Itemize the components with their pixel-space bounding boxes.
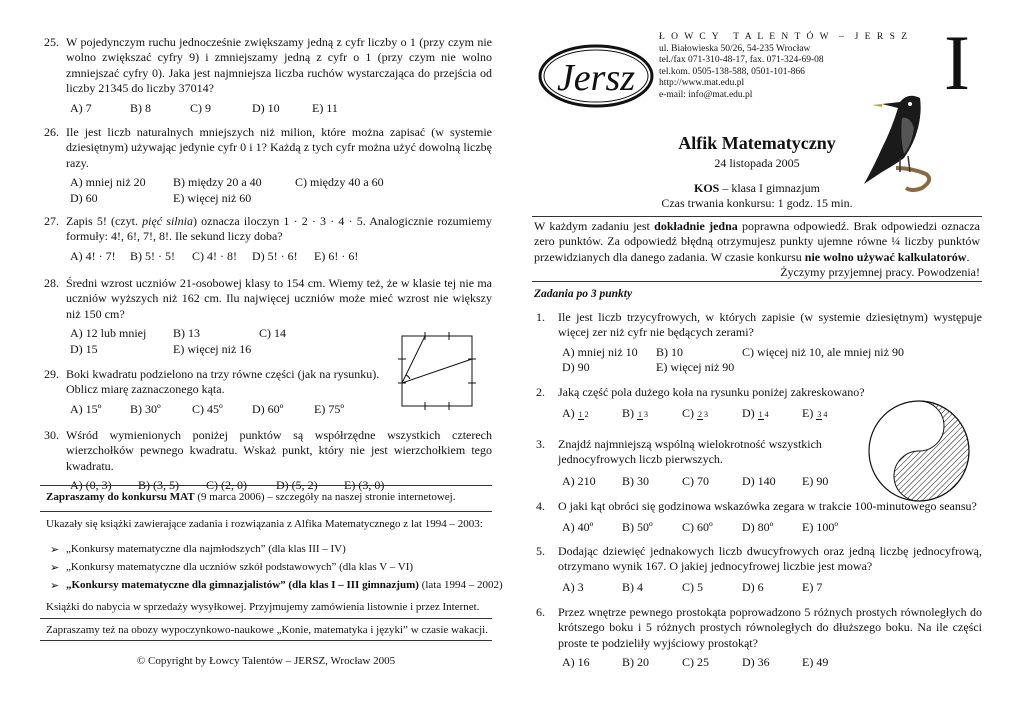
answer-c: C) 60º: [682, 520, 713, 535]
answer-letter: B): [622, 406, 634, 421]
bullet-icon: ➢: [50, 580, 60, 592]
answer-e: E) (3, 0): [344, 478, 385, 493]
mat-bold: Zapraszamy do konkursu MAT: [46, 491, 195, 503]
question-number: 2.: [536, 385, 545, 399]
answer-e: E) 6! · 6!: [314, 248, 359, 263]
class-label: – klasa I gimnazjum: [719, 181, 820, 195]
answer-b: B) 4: [622, 579, 643, 594]
text-italic: pięć silnia: [142, 214, 193, 228]
question-number: 5.: [536, 544, 545, 558]
question-text: W pojedynczym ruchu jednocześnie zwiększamy jedną z cyfr liczby o 1 (przy czym nie wolno zwiększać cyfry 9) i zmniejszamy jedną z cyfr o 1 (przy czym nie wolno zmniejszać cyfry 0). Jaka jest najmniejsza liczba ruchów wystarczająca do przejścia od liczby 21345 do liczby 37014?: [66, 35, 492, 96]
answer-a: A) 7: [70, 100, 92, 115]
answer-c: C) 45º: [192, 401, 223, 416]
phone-fax: tel./fax 071-310-48-17, fax. 071-324-69-08: [659, 55, 824, 66]
answer-e: E) więcej niż 60: [173, 190, 252, 205]
question-text: Znajdź najmniejszą wspólną wielokrotność wszystkich jednocyfrowych liczb pierwszych.: [558, 437, 822, 467]
divider: [532, 281, 982, 282]
wish-text: Życzymy przyjemnej pracy. Powodzenia!: [780, 265, 980, 279]
denominator: 2: [584, 409, 589, 419]
rules-part: poprawna odpowiedź. Brak odpowiedzi oznacza zero punktów. Za odpowiedź błędną otrzymujesz punkty ujemne równe ¼ liczby punktów przewidzianych dla danego zadania. W czasie konkursu: [534, 219, 980, 264]
answer-d: D) 80º: [742, 520, 774, 535]
class-code: KOS: [694, 181, 720, 195]
answers: [562, 474, 832, 489]
mobile: tel.kom. 0505-138-588, 0501-101-866: [659, 66, 805, 77]
contest-date: 24 listopada 2005: [714, 156, 800, 170]
answer-d: D) 15: [70, 341, 98, 356]
answer-c: C) więcej niż 10, ale mniej niż 90: [742, 344, 904, 359]
answer-c: C) (2, 0): [206, 478, 247, 493]
answer-b: [622, 406, 682, 421]
answer-d: D) 6: [742, 579, 764, 594]
answers: [70, 101, 492, 116]
answer-c: C) 14: [259, 326, 286, 341]
denominator: 3: [704, 409, 708, 419]
answer-b: B) 20: [622, 655, 649, 670]
answer-b: B) 10: [656, 344, 683, 359]
answer-c: C) 5: [682, 579, 703, 594]
question-30: [40, 428, 492, 494]
bullet-icon: ➢: [50, 544, 60, 556]
divider: [532, 216, 982, 217]
divider: [40, 618, 492, 619]
answer-b: B) 50º: [622, 520, 653, 535]
answer-letter: E): [802, 406, 814, 421]
numerator: 3: [817, 409, 822, 419]
answer-a: A) 4! · 7!: [70, 248, 116, 263]
fraction: [816, 411, 828, 419]
denominator: 4: [764, 409, 769, 419]
question-text: [66, 214, 492, 245]
level-numeral: I: [944, 19, 970, 106]
address: ul. Białowieska 50/26, 54-235 Wrocław: [659, 43, 811, 54]
answer-d: D) (5, 2): [276, 478, 318, 493]
question-27: [40, 214, 492, 264]
answer-b: B) między 20 a 40: [173, 175, 262, 190]
answer-d: D) 90: [562, 360, 590, 375]
contest-duration: Czas trwania konkursu: 1 godz. 15 min.: [661, 196, 853, 210]
square-diagram: [392, 330, 478, 414]
question-6: [532, 605, 982, 671]
jersz-logo: [536, 40, 660, 116]
answer-a: A) mniej niż 10: [562, 344, 638, 359]
copyright: © Copyright by Łowcy Talentów – JERSZ, Wrocław 2005: [136, 655, 396, 667]
contest-title: Alfik Matematyczny: [678, 133, 836, 153]
logo-text: Jersz: [556, 57, 636, 99]
answers: [70, 175, 492, 206]
question-number: 30.: [44, 428, 59, 442]
fraction: [758, 411, 770, 419]
question-26: [40, 125, 492, 206]
question-number: 1.: [536, 310, 545, 324]
numerator: 1: [578, 409, 583, 419]
book-3-title: „Konkursy matematyczne dla gimnazjalistów” (dla klas I – III gimnazjum): [66, 579, 419, 591]
books-list: [40, 543, 503, 597]
answer-d: [742, 406, 802, 421]
answers: [70, 249, 492, 264]
answer-e: E) 90: [802, 473, 829, 488]
answer-c: C) 25: [682, 655, 709, 670]
answer-b: B) 5! · 5!: [130, 248, 175, 263]
question-number: 27.: [44, 214, 59, 228]
answer-a: A) 40º: [562, 520, 594, 535]
answer-e: E) 11: [312, 100, 338, 115]
question-text: Dodając dziewięć jednakowych liczb dwucyfrowych oraz jedną liczbę jednocyfrową, otrzymano wynik 167. O jakiej jednocyfrowej liczbie jest mowa?: [558, 544, 982, 574]
org-name: Ł O W C Y T A L E N T Ó W – J E R S Z: [659, 32, 910, 42]
answer-c: C) 9: [190, 100, 211, 115]
answer-d: D) 60º: [252, 401, 284, 416]
rules-text: [534, 219, 980, 265]
answer-c: C) między 40 a 60: [295, 175, 384, 190]
rules-part: W każdym zadaniu jest: [534, 219, 655, 233]
rules-bold: nie wolno używać kalkulatorów: [804, 249, 967, 264]
answer-letter: D): [742, 406, 755, 421]
answers: [70, 402, 385, 417]
answer-a: A) mniej niż 20: [70, 175, 146, 190]
fraction: [637, 411, 649, 419]
question-3: [532, 437, 832, 489]
question-number: 26.: [44, 125, 59, 139]
answer-a: A) 16: [562, 655, 590, 670]
answer-e: E) 49: [802, 655, 829, 670]
contest-class: [632, 181, 882, 196]
mat-invitation: [46, 491, 492, 503]
question-1: [532, 310, 982, 376]
answers: [562, 580, 982, 595]
answers: [562, 655, 982, 670]
answer-d: D) 140: [742, 473, 776, 488]
answer-d: D) 10: [252, 100, 280, 115]
section-heading: Zadania po 3 punkty: [534, 288, 633, 300]
answer-c: C) 70: [682, 473, 709, 488]
circle-diagram: [866, 398, 972, 504]
answer-b: B) 30: [622, 473, 649, 488]
denominator: 3: [644, 409, 648, 419]
website: http://www.mat.edu.pl: [659, 78, 745, 89]
text-part: ) oznacza iloczyn 1 · 2 · 3 · 4 · 5. Analogicznie rozumiemy formuły: 4!, 6!, 7!, 8!. Ile sekund liczy doba?: [66, 214, 492, 244]
rules-bold: dokładnie jedna: [654, 219, 738, 233]
answer-b: B) 8: [130, 100, 151, 115]
question-text: Przez wnętrze pewnego prostokąta poprowadzono 5 różnych prostych równoległych do krótszego boku i 5 różnych prostych równoległych do dłuższego boku. Na ile części proste te podzieliły wyjściowy prostokąt?: [558, 605, 982, 650]
question-number: 6.: [536, 605, 545, 619]
answer-e: E) więcej niż 16: [173, 341, 252, 356]
question-25: [40, 35, 492, 116]
divider: [40, 511, 492, 512]
answer-c: C) 4! · 8!: [192, 248, 237, 263]
answer-a: A) 3: [562, 579, 584, 594]
divider: [40, 640, 492, 641]
divider: [40, 485, 492, 486]
text-part: Zapis 5! (czyt.: [66, 214, 143, 228]
bullet-icon: ➢: [50, 562, 60, 574]
question-4: [532, 499, 982, 536]
numerator: 1: [758, 409, 763, 419]
question-number: 28.: [44, 276, 59, 290]
question-number: 4.: [536, 499, 545, 513]
answer-a: [562, 406, 622, 421]
mat-rest: (9 marca 2006) – szczegóły na naszej stronie internetowej.: [194, 491, 456, 503]
books-sale: Książki do nabycia w sprzedaży wysyłkowej. Przyjmujemy zamówienia listownie i przez Internet.: [46, 601, 480, 613]
question-text: Wśród wymienionych poniżej punktów są współrzędne wszystkich czterech wierzchołków pewnego kwadratu. Wskaż punkt, który nie jest wierzchołkiem tego kwadratu.: [66, 428, 492, 473]
question-text: Ile jest liczb naturalnych mniejszych niż milion, które można zapisać (w systemie dziesiętnym) używając jedynie cyfr 0 i 1? Każdą z tych cyfr można użyć dowolną liczbę razy.: [66, 125, 492, 170]
fraction: [578, 411, 590, 419]
answer-e: [802, 406, 828, 421]
answer-c: [682, 406, 742, 421]
numerator: 1: [638, 409, 642, 419]
answers: [562, 520, 982, 535]
answer-letter: C): [682, 406, 694, 421]
answer-a: A) 15º: [70, 401, 102, 416]
answer-a: A) (0, 3): [70, 478, 112, 493]
answers: [562, 345, 982, 376]
book-1: „Konkursy matematyczne dla najmłodszych” (dla klas III – IV): [66, 543, 346, 555]
answer-b: B) 13: [173, 326, 200, 341]
question-text: Jaką część pola dużego koła na rysunku poniżej zakreskowano?: [558, 385, 865, 399]
answer-e: E) 75º: [314, 401, 345, 416]
answer-b: B) (3, 5): [138, 478, 179, 493]
book-3-years: (lata 1994 – 2002): [418, 579, 503, 591]
book-3: [66, 579, 503, 591]
answer-letter: A): [562, 406, 575, 421]
question-number: 3.: [536, 437, 545, 451]
question-text: Boki kwadratu podzielono na trzy równe części (jak na rysunku). Oblicz miarę zaznaczonego kąta.: [66, 367, 380, 397]
email: e-mail: info@mat.edu.pl: [659, 89, 753, 100]
answer-a: A) 210: [562, 473, 596, 488]
question-5: [532, 544, 982, 595]
question-text: O jaki kąt obróci się godzinowa wskazówka zegara w trakcie 100-minutowego seansu?: [558, 499, 977, 513]
question-29: [40, 367, 385, 417]
numerator: 2: [698, 409, 702, 419]
question-number: 25.: [44, 35, 59, 49]
answer-e: E) 100º: [802, 520, 839, 535]
camps: Zapraszamy też na obozy wypoczynkowo-naukowe „Konie, matematyka i języki” w czasie wakacji.: [46, 624, 488, 636]
question-text: Ile jest liczb trzycyfrowych, w których zapisie (w systemie dziesiętnym) występuje więcej zer niż cyfr nie będących zerami?: [558, 310, 982, 340]
books-intro: Ukazały się książki zawierające zadania i rozwiązania z Alfika Matematycznego z lat 1994 – 2003:: [46, 518, 483, 530]
question-number: 29.: [44, 367, 59, 381]
question-text: Średni wzrost uczniów 21-osobowej klasy to 154 cm. Wiemy też, że w klasie tej nie ma uczniów wyższych niż 162 cm. Ilu najwięcej uczniów może mieć wzrost nie większy niż 150 cm?: [66, 276, 492, 321]
answer-d: D) 5! · 6!: [252, 248, 298, 263]
answer-b: B) 30º: [130, 401, 161, 416]
answer-d: D) 36: [742, 655, 770, 670]
denominator: 4: [823, 409, 828, 419]
book-2: „Konkursy matematyczne dla uczniów szkół podstawowych” (dla klas V – VI): [66, 561, 414, 573]
rules-part: .: [966, 249, 970, 264]
answer-e: E) więcej niż 90: [656, 360, 735, 375]
answer-d: D) 60: [70, 190, 98, 205]
answer-e: E) 7: [802, 579, 823, 594]
fraction: [697, 411, 709, 419]
answer-a: A) 12 lub mniej: [70, 326, 147, 341]
